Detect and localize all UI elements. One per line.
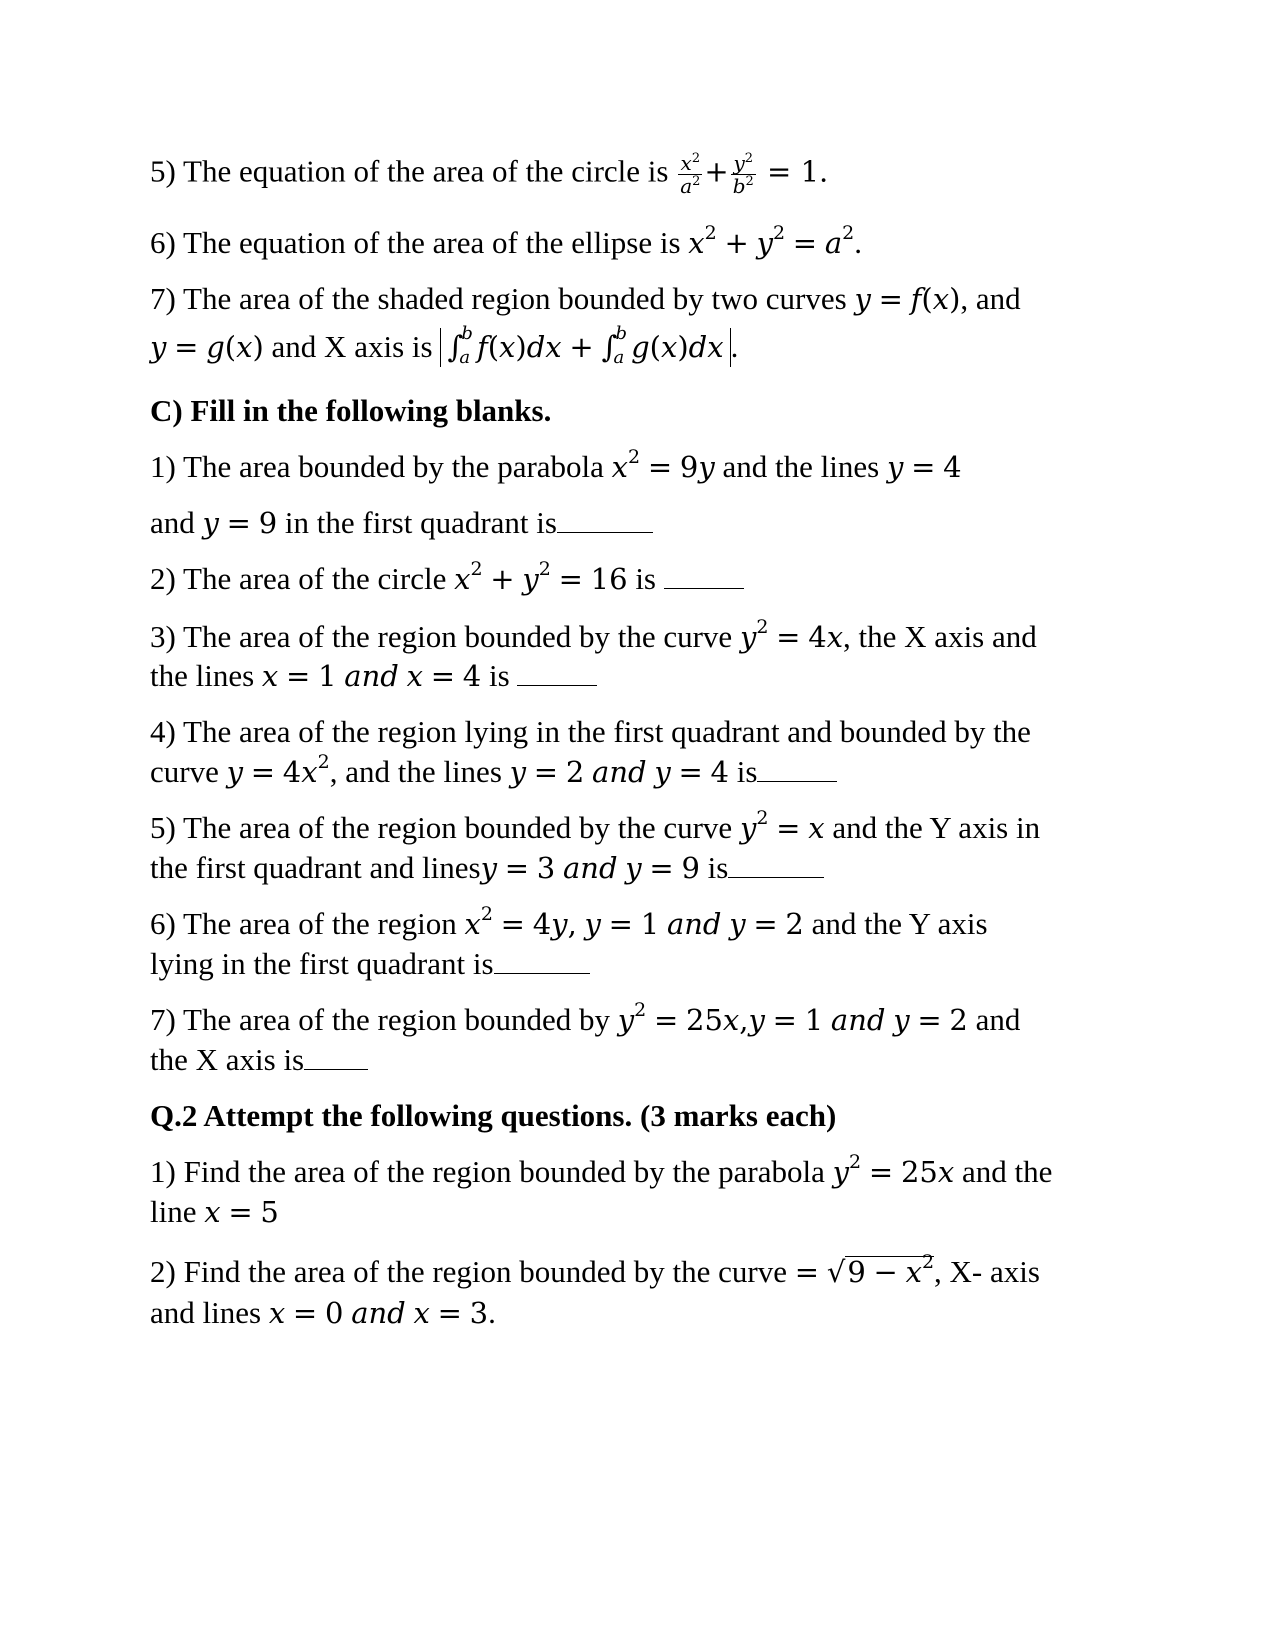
fraction-y2-b2: $\frac{y^2}{b^2}$ xyxy=(732,151,754,198)
c-q3-is: is xyxy=(488,658,510,693)
q2-q1-tail: and the xyxy=(961,1154,1053,1189)
c-q7-line-2 xyxy=(150,1041,368,1079)
c-q5-line-2: the first quadrant and linesy = 3 and y = 9 is xyxy=(150,849,824,887)
c-q5-tail: and the Y axis in xyxy=(832,810,1041,845)
q2-q2-text: 2) Find the area of the region bounded by the curve xyxy=(150,1254,788,1289)
c-q2-text: 2) The area of the circle xyxy=(150,561,447,596)
fraction-x2-a2: $\frac{x^2}{a^2}$ xyxy=(680,151,701,198)
c-q1-and: and xyxy=(150,505,195,540)
c-q6-tail: and the Y axis xyxy=(811,906,988,941)
c-q3-line-2: the lines x = 1 and x = 4 is xyxy=(150,657,597,695)
c-q3-text: 3) The area of the region bounded by the curve xyxy=(150,619,733,654)
c-q2-line: 2) The area of the circle $x^2 + y^2 = 16$ is xyxy=(150,560,744,598)
c-q3-tail: , the X axis and xyxy=(843,619,1037,654)
item-6-ellipse-equation: 6) The equation of the area of the ellipse is $x^2 + y^2 = a^2$. xyxy=(150,222,862,260)
q2-q2-lines: and lines xyxy=(150,1295,262,1330)
item-7-line-2: y = g(x) and X axis is ∫ b a f(x)dx + ∫ b a g(x)dx . xyxy=(150,323,739,368)
q2-heading: Q.2 Attempt the following questions. (3 marks each) xyxy=(150,1098,837,1133)
item-7-line-1: 7) The area of the shaded region bounded by two curves y = f(x), and xyxy=(150,281,1021,316)
c-q4-line-1: 4) The area of the region lying in the first quadrant and bounded by the xyxy=(150,714,1031,749)
c-q7-line-1: 7) The area of the region bounded by $y^2 = 25x,y = 1$ and y = 2 and xyxy=(150,999,1021,1037)
q2-q1-line-2: line x = 5 xyxy=(150,1194,279,1229)
section-c-heading: C) Fill in the following blanks. xyxy=(150,393,552,428)
sqrt-expression: $9 - x^2$ xyxy=(847,1251,935,1289)
answer-blank xyxy=(304,1043,368,1070)
q2-q2-line-2: and lines x = 0 and x = 3. xyxy=(150,1295,496,1330)
c-q1-line-2: and y = 9 in the first quadrant is xyxy=(150,504,653,542)
q2-q1-line: line xyxy=(150,1194,197,1229)
item-5-eq-tail: = 1. xyxy=(757,154,829,189)
c-q4-mid: , and the lines xyxy=(329,754,502,789)
c-q1-text: 1) The area bounded by the parabola xyxy=(150,449,604,484)
answer-blank xyxy=(728,851,824,878)
answer-blank xyxy=(664,562,744,589)
q2-q1-line-1: 1) Find the area of the region bounded by the parabola $y^2 = 25x$ and the xyxy=(150,1151,1053,1189)
q2-q2-end: . xyxy=(488,1295,496,1330)
item-5-text: 5) The equation of the area of the circle is xyxy=(150,153,669,189)
answer-blank xyxy=(517,659,597,686)
c-q6-text: 6) The area of the region xyxy=(150,906,457,941)
c-q4-is: is xyxy=(736,754,758,789)
c-q1-line-1: 1) The area bounded by the parabola $x^2 = 9y$ and the lines y = 4 xyxy=(150,446,962,484)
c-q6-line-2 xyxy=(150,945,590,983)
answer-blank xyxy=(557,506,653,533)
item-6-tail: . xyxy=(854,225,862,260)
c-q7-tail: and xyxy=(975,1002,1021,1037)
c-q6-text-2: lying in the first quadrant is xyxy=(150,946,494,981)
c-q5-is: is xyxy=(707,850,729,885)
item-7-text: 7) The area of the shaded region bounded by two curves xyxy=(150,281,847,316)
c-q5-text: 5) The area of the region bounded by the curve xyxy=(150,810,733,845)
q2-q1-text: 1) Find the area of the region bounded by the parabola xyxy=(150,1154,825,1189)
item-6-text: 6) The equation of the area of the ellipse is xyxy=(150,225,681,260)
answer-blank xyxy=(757,755,837,782)
c-q1-mid: and the lines xyxy=(722,449,880,484)
absolute-value-integral: ∫ b a f(x)dx + ∫ b a g(x)dx xyxy=(440,328,730,367)
c-q4-line-2: curve $y = 4x^2$, and the lines y = 2 and y = 4 is xyxy=(150,753,837,791)
c-q1-mid2: in the first quadrant is xyxy=(284,505,557,540)
item-7-mid: and X axis is xyxy=(271,329,433,364)
c-q7-text-2: the X axis is xyxy=(150,1042,305,1077)
c-q7-text: 7) The area of the region bounded by xyxy=(150,1002,610,1037)
c-q3-lines: the lines xyxy=(150,658,255,693)
c-q5-line-1: 5) The area of the region bounded by the curve $y^2 = x$ and the Y axis in xyxy=(150,807,1041,845)
item-5-circle-equation: 5) The equation of the area of the circle is $\frac{x^2}{a^2}$ + $\frac{y^2}{b^2}$ = 1. xyxy=(150,151,829,198)
c-q4-curve: curve xyxy=(150,754,219,789)
c-q6-line-1: 6) The area of the region $x^2 = 4y$, y = 1 and y = 2 and the Y axis xyxy=(150,903,988,941)
answer-blank xyxy=(494,947,590,974)
q2-q2-line-1: 2) Find the area of the region bounded by the curve = $√9 - x^2$, X- axis xyxy=(150,1251,1040,1289)
item-7-tail: , and xyxy=(960,281,1021,316)
c-q2-mid: is xyxy=(635,561,656,596)
c-q3-line-1: 3) The area of the region bounded by the curve $y^2 = 4x$, the X axis and xyxy=(150,616,1037,654)
c-q5-lines: the first quadrant and lines xyxy=(150,850,481,885)
q2-q2-tail: , X- axis xyxy=(934,1254,1040,1289)
